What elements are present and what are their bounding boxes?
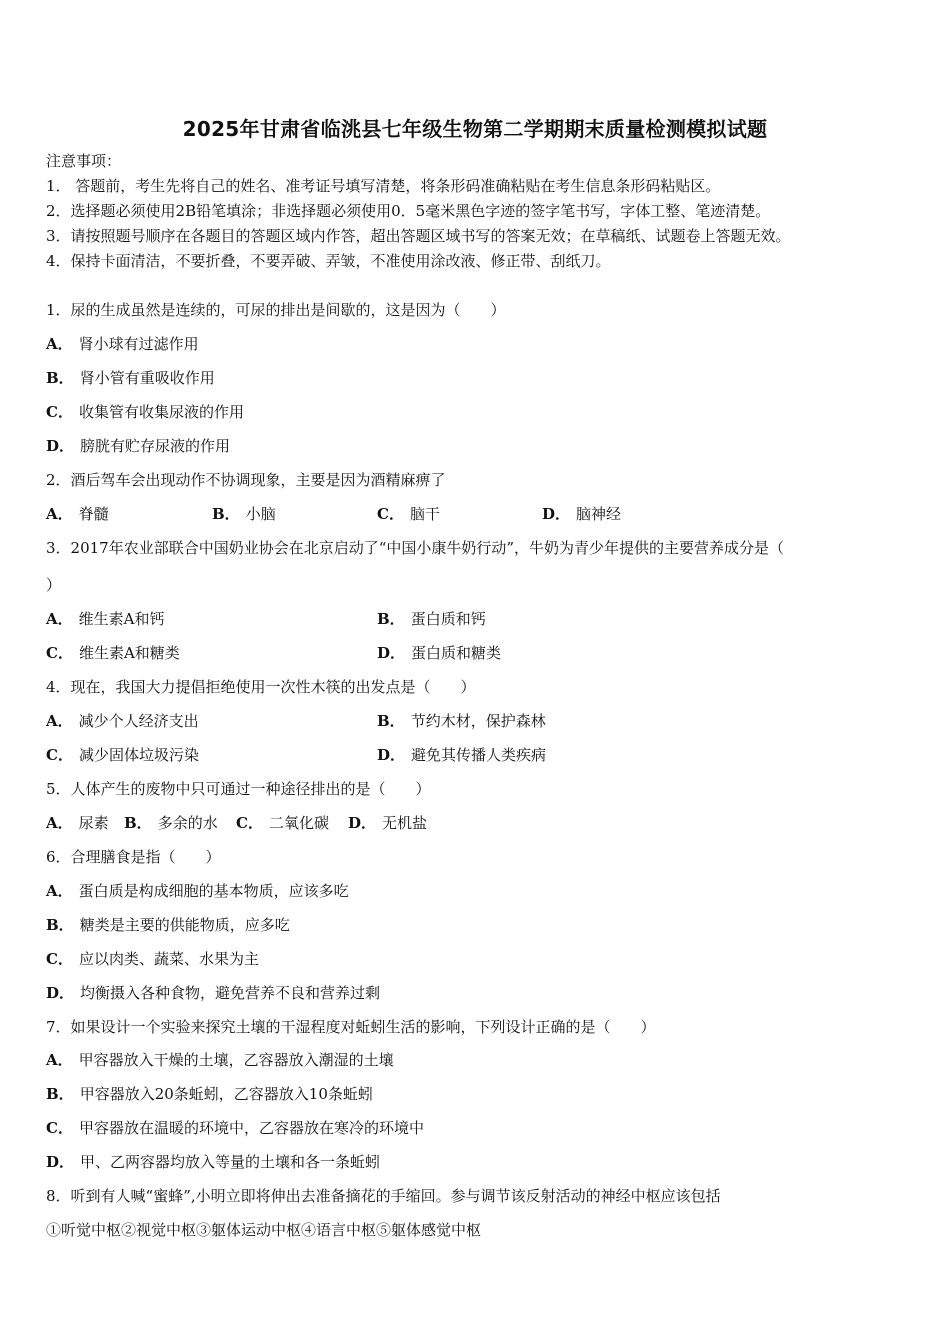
- option-letter: C．: [46, 746, 73, 764]
- option-d[interactable]: [46, 436, 230, 456]
- option-text: 脑干: [409, 505, 440, 523]
- option-text: 二氧化碳: [268, 814, 329, 832]
- option-c[interactable]: [46, 745, 199, 765]
- option-c[interactable]: [46, 643, 180, 663]
- option-b[interactable]: [46, 368, 215, 388]
- option-text: 蛋白质和糖类: [411, 644, 502, 662]
- option-letter: A．: [46, 1051, 73, 1069]
- option-letter: A．: [46, 335, 73, 353]
- option-text: 甲容器放在温暖的环境中，乙容器放在寒冷的环境中: [78, 1119, 424, 1137]
- option-letter: C．: [377, 505, 404, 523]
- option-b[interactable]: [377, 711, 546, 731]
- question-stem: 8．听到有人喊“蜜蜂”,小明立即将伸出去准备摘花的手缩回。参与调节该反射活动的神经中枢应该包括: [46, 1187, 721, 1205]
- question-stem: 3．2017年农业部联合中国奶业协会在北京启动了“中国小康牛奶行动”，牛奶为青少年提供的主要营养成分是（: [46, 539, 785, 557]
- option-d[interactable]: [46, 983, 380, 1003]
- notice-item: 3．请按照题号顺序在各题目的答题区域内作答，超出答题区域书写的答案无效；在草稿纸、试题卷上答题无效。: [46, 227, 791, 245]
- option-text: 减少固体垃圾污染: [78, 746, 199, 764]
- option-letter: A．: [46, 882, 73, 900]
- option-text: 避免其传播人类疾病: [411, 746, 547, 764]
- option-c[interactable]: [377, 504, 440, 524]
- question-stem: 7．如果设计一个实验来探究土壤的干湿程度对蚯蚓生活的影响，下列设计正确的是（ ）: [46, 1018, 656, 1036]
- option-text: 糖类是主要的供能物质，应多吃: [79, 916, 290, 934]
- option-text: 肾小球有过滤作用: [78, 335, 199, 353]
- notice-item: 1． 答题前，考生先将自己的姓名、准考证号填写清楚，将条形码准确粘贴在考生信息条形码粘贴区。: [46, 177, 721, 195]
- question-stem: 1．尿的生成虽然是连续的，可尿的排出是间歇的，这是因为（ ）: [46, 301, 506, 319]
- option-letter: B．: [46, 916, 74, 934]
- option-text: 无机盐: [382, 814, 428, 832]
- option-text: 应以肉类、蔬菜、水果为主: [78, 950, 259, 968]
- option-d[interactable]: [542, 504, 621, 524]
- option-letter: B．: [46, 369, 74, 387]
- option-text: 维生素A和钙: [78, 610, 165, 628]
- question-stem: 5．人体产生的废物中只可通过一种途径排出的是（ ）: [46, 780, 431, 798]
- option-text: 尿素: [78, 814, 109, 832]
- option-text: 甲容器放入干燥的土壤，乙容器放入潮湿的土壤: [78, 1051, 394, 1069]
- option-letter: D．: [46, 1153, 75, 1171]
- option-letter: A．: [46, 505, 73, 523]
- question-stem: 4．现在，我国大力提倡拒绝使用一次性木筷的出发点是（ ）: [46, 678, 476, 696]
- option-b[interactable]: [46, 1084, 373, 1104]
- option-letter: C．: [46, 644, 73, 662]
- option-b[interactable]: [212, 504, 276, 524]
- option-text: 甲容器放入20条蚯蚓，乙容器放入10条蚯蚓: [79, 1085, 373, 1103]
- option-text: 甲、乙两容器均放入等量的土壤和各一条蚯蚓: [80, 1153, 381, 1171]
- option-b[interactable]: [124, 813, 218, 833]
- question-stem-continued: ①听觉中枢②视觉中枢③躯体运动中枢④语言中枢⑤躯体感觉中枢: [46, 1221, 482, 1239]
- option-c[interactable]: [46, 949, 259, 969]
- option-d[interactable]: [348, 813, 427, 833]
- option-letter: C．: [46, 1119, 73, 1137]
- option-text: 小脑: [245, 505, 276, 523]
- option-text: 节约木材，保护森林: [410, 712, 546, 730]
- option-text: 减少个人经济支出: [78, 712, 199, 730]
- option-text: 多余的水: [157, 814, 218, 832]
- option-letter: D．: [46, 984, 75, 1002]
- option-letter: D．: [377, 746, 406, 764]
- option-text: 维生素A和糖类: [78, 644, 180, 662]
- notice-item: 4．保持卡面清洁，不要折叠，不要弄破、弄皱，不准使用涂改液、修正带、刮纸刀。: [46, 252, 611, 270]
- option-a[interactable]: [46, 609, 164, 629]
- option-letter: D．: [377, 644, 406, 662]
- option-letter: D．: [348, 814, 377, 832]
- question-stem-continued: ）: [46, 576, 62, 594]
- option-text: 蛋白质是构成细胞的基本物质，应该多吃: [78, 882, 349, 900]
- question-stem: 6．合理膳食是指（ ）: [46, 848, 221, 866]
- option-letter: C．: [46, 950, 73, 968]
- option-letter: D．: [46, 437, 75, 455]
- option-letter: C．: [46, 403, 73, 421]
- option-text: 蛋白质和钙: [410, 610, 486, 628]
- option-text: 脊髓: [78, 505, 109, 523]
- option-letter: A．: [46, 610, 73, 628]
- page-title: 2025年甘肃省临洮县七年级生物第二学期期末质量检测模拟试题: [182, 117, 768, 141]
- question-stem: 2．酒后驾车会出现动作不协调现象，主要是因为酒精麻痹了: [46, 471, 446, 489]
- option-text: 脑神经: [576, 505, 622, 523]
- option-c[interactable]: [46, 402, 244, 422]
- option-letter: B．: [377, 610, 405, 628]
- option-text: 均衡摄入各种食物，避免营养不良和营养过剩: [80, 984, 381, 1002]
- option-a[interactable]: [46, 881, 349, 901]
- option-letter: A．: [46, 712, 73, 730]
- option-a[interactable]: [46, 504, 109, 524]
- option-d[interactable]: [377, 745, 546, 765]
- option-letter: A．: [46, 814, 73, 832]
- option-a[interactable]: [46, 1050, 394, 1070]
- option-c[interactable]: [46, 1118, 424, 1138]
- option-letter: B．: [124, 814, 152, 832]
- option-text: 膀胱有贮存尿液的作用: [80, 437, 231, 455]
- option-letter: B．: [377, 712, 405, 730]
- option-text: 收集管有收集尿液的作用: [78, 403, 244, 421]
- notice-item: 2．选择题必须使用2B铅笔填涂；非选择题必须使用0．5毫米黑色字迹的签字笔书写，字体工整、笔迹清楚。: [46, 202, 771, 220]
- option-letter: D．: [542, 505, 571, 523]
- option-a[interactable]: [46, 813, 109, 833]
- option-text: 肾小管有重吸收作用: [79, 369, 215, 387]
- option-b[interactable]: [377, 609, 486, 629]
- option-d[interactable]: [377, 643, 501, 663]
- option-letter: C．: [236, 814, 263, 832]
- option-letter: B．: [212, 505, 240, 523]
- option-a[interactable]: [46, 334, 199, 354]
- notice-heading: 注意事项：: [46, 152, 122, 170]
- option-b[interactable]: [46, 915, 290, 935]
- option-d[interactable]: [46, 1152, 380, 1172]
- option-a[interactable]: [46, 711, 199, 731]
- option-c[interactable]: [236, 813, 329, 833]
- option-letter: B．: [46, 1085, 74, 1103]
